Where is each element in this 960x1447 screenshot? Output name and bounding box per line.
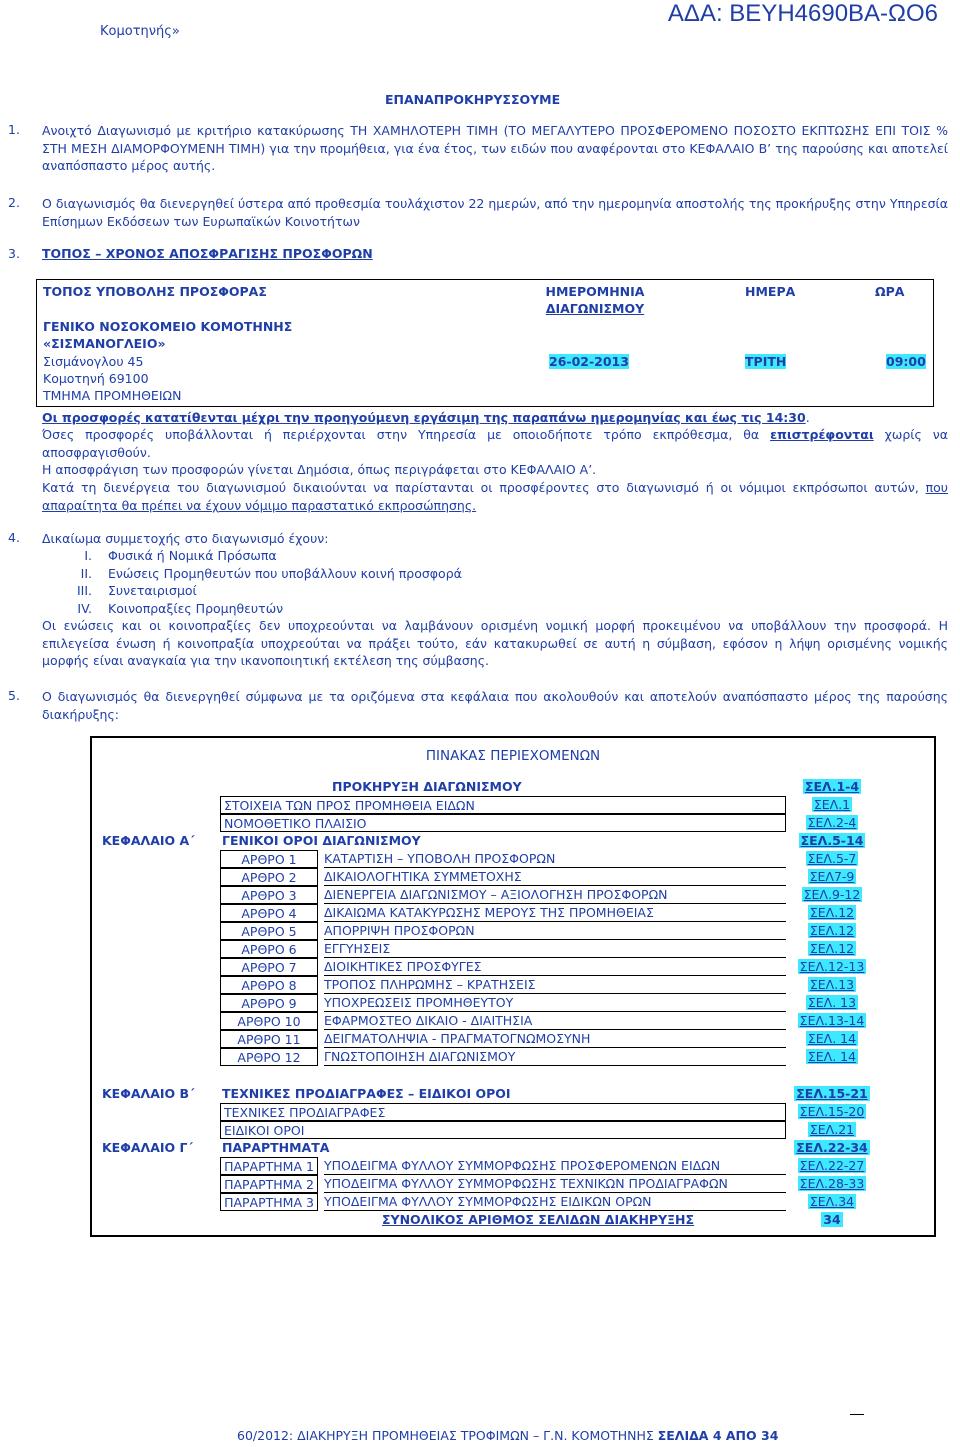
section-5-number: 5. [8, 688, 20, 703]
toc-page-ref: ΣΕΛ. 14 [807, 1031, 857, 1046]
toc-article-label: ΑΡΘΡΟ 10 [220, 1012, 318, 1030]
schedule-place-street: Σισμάνογλου 45 [43, 354, 144, 369]
schedule-header-time: ΩΡΑ [875, 284, 905, 299]
toc-page-cell [788, 1085, 876, 1103]
toc-row [92, 1121, 934, 1139]
toc-row [92, 958, 934, 976]
toc-entry-title: ΥΠΟΔΕΙΓΜΑ ΦΥΛΛΟΥ ΣΥΜΜΟΡΦΩΣΗΣ ΕΙΔΙΚΩΝ ΟΡΩΝ [324, 1193, 786, 1211]
toc-row [92, 1175, 934, 1193]
toc-row [92, 1048, 934, 1066]
toc-article-label: ΑΡΘΡΟ 9 [220, 994, 318, 1012]
toc-page-cell [788, 976, 876, 994]
toc-total-label: ΣΥΝΟΛΙΚΟΣ ΑΡΙΘΜΟΣ ΣΕΛΙΔΩΝ ΔΙΑΚΗΡΥΞΗΣ [382, 1212, 695, 1227]
toc-entry-title: ΕΦΑΡΜΟΣΤΕΟ ΔΙΚΑΙΟ - ΔΙΑΙΤΗΣΙΑ [324, 1012, 786, 1030]
list-item-number: II. [80, 565, 92, 581]
toc-row [92, 832, 934, 850]
toc-row [92, 850, 934, 868]
toc-page-cell [788, 1157, 876, 1175]
toc-page-ref: ΣΕΛ7-9 [809, 869, 855, 884]
toc-page-ref: ΣΕΛ.13-14 [799, 1013, 865, 1028]
toc-row [92, 778, 934, 796]
toc-page-ref: ΣΕΛ.21 [809, 1122, 855, 1137]
toc-table [90, 736, 936, 1237]
section-5-text: Ο διαγωνισμός θα διενεργηθεί σύμφωνα με τα οριζόμενα στα κεφάλαια που ακολουθούν και αποτελούν αναπόσπαστο μέρος της παρούσης διακήρυξης: [42, 689, 948, 722]
toc-article-label: ΠΑΡΑΡΤΗΜΑ 1 [220, 1157, 318, 1175]
list-item-text: Ενώσεις Προμηθευτών που υποβάλλουν κοινή προσφορά [108, 565, 462, 581]
list-item-text: Κοινοπραξίες Προμηθευτών [108, 600, 284, 616]
toc-entry-title: ΕΙΔΙΚΟΙ ΟΡΟΙ [220, 1121, 786, 1139]
toc-row [92, 886, 934, 904]
schedule-place-subname: «ΣΙΣΜΑΝΟΓΛΕΙΟ» [43, 336, 166, 351]
presence-text-a: Κατά τη διενέργεια του διαγωνισμού δικαιούνται να παρίστανται οι προσφέροντες στο διαγωνισμό ή οι νόμιμοι εκπρόσωποι αυτών, [42, 480, 926, 495]
toc-page-cell [788, 940, 876, 958]
toc-row [92, 1139, 934, 1157]
toc-page-ref: ΣΕΛ.22-34 [796, 1140, 868, 1155]
toc-page-ref: ΣΕΛ.15-21 [796, 1086, 868, 1101]
section-3-number: 3. [8, 246, 20, 261]
list-item-number: IV. [77, 600, 92, 616]
list-item-number: I. [84, 548, 92, 563]
toc-row [92, 1012, 934, 1030]
toc-article-label: ΑΡΘΡΟ 4 [220, 904, 318, 922]
toc-entry-title: ΚΑΤΑΡΤΙΣΗ – ΥΠΟΒΟΛΗ ΠΡΟΣΦΟΡΩΝ [324, 850, 786, 868]
section-1-number: 1. [8, 122, 20, 137]
schedule-header-day: ΗΜΕΡΑ [745, 284, 796, 299]
toc-page-ref: ΣΕΛ.28-33 [799, 1176, 865, 1191]
toc-entry-title: ΔΕΙΓΜΑΤΟΛΗΨΙΑ - ΠΡΑΓΜΑΤΟΓΝΩΜΟΣΥΝΗ [324, 1030, 786, 1048]
section-4-number: 4. [8, 530, 20, 545]
toc-entry-title: ΥΠΟΧΡΕΩΣΕΙΣ ΠΡΟΜΗΘΕΥΤΟΥ [324, 994, 786, 1012]
toc-page-ref: ΣΕΛ.1 [813, 797, 851, 812]
section-4-body: Οι ενώσεις και οι κοινοπραξίες δεν υποχρεούνται να λαμβάνουν ορισμένη νομική μορφή προκειμένου να υποβάλλουν την προσφορά. Η επιλεγείσα ένωση ή κοινοπραξία υποχρεούται να πράξει τούτο, εάν κατακυρωθεί σε αυτή η σύμβαση, εφόσον η λήψη ορισμένης νομικής μορφής είναι αναγκαία για την ικανοποιητική εκτέλεση της σύμβασης. [42, 618, 948, 668]
toc-page-ref: ΣΕΛ.12 [809, 923, 855, 938]
toc-row [92, 922, 934, 940]
toc-chapter-label: ΚΕΦΑΛΑΙΟ Β΄ [102, 1086, 195, 1101]
schedule-date-value: 26-02-2013 [549, 354, 629, 369]
toc-row [92, 868, 934, 886]
toc-article-label: ΠΑΡΑΡΤΗΜΑ 3 [220, 1193, 318, 1211]
footer-text: 60/2012: ΔΙΑΚΗΡΥΞΗ ΠΡΟΜΗΘΕΙΑΣ ΤΡΟΦΙΜΩΝ – Γ.Ν. ΚΟΜΟΤΗΝΗΣ [237, 1428, 658, 1443]
list-item-text: Φυσικά ή Νομικά Πρόσωπα [108, 548, 277, 563]
section-2-text: Ο διαγωνισμός θα διενεργηθεί ύστερα από προθεσμία τουλάχιστον 22 ημερών, από την ημερομηνία αποστολής της προκήρυξης στην Υπηρεσία Επίσημων Εκδόσεων των Ευρωπαϊκών Κοινοτήτων [42, 196, 948, 229]
toc-page-cell [788, 958, 876, 976]
toc-row [92, 994, 934, 1012]
toc-entry-title: ΑΠΟΡΡΙΨΗ ΠΡΟΣΦΟΡΩΝ [324, 922, 786, 940]
toc-article-label: ΑΡΘΡΟ 6 [220, 940, 318, 958]
toc-chapter-label: ΚΕΦΑΛΑΙΟ Γ΄ [102, 1140, 193, 1155]
toc-page-ref: ΣΕΛ.12 [809, 905, 855, 920]
toc-page-ref: ΣΕΛ.15-20 [799, 1104, 865, 1119]
toc-page-cell [788, 1121, 876, 1139]
toc-page-ref: ΣΕΛ.13 [809, 977, 855, 992]
toc-row [92, 940, 934, 958]
toc-page-cell [788, 904, 876, 922]
toc-page-cell [788, 994, 876, 1012]
late-offers-text-a: Όσες προσφορές υποβάλλονται ή περιέρχονται στην Υπηρεσία με οποιοδήποτε τρόπο εκπρόθεσμα, θα [42, 427, 771, 442]
toc-chapter-label: ΚΕΦΑΛΑΙΟ Α΄ [102, 833, 195, 848]
footer-page-number: ΣΕΛΙΔΑ 4 ΑΠΟ 34 [657, 1428, 779, 1443]
toc-chapter-title: ΠΡΟΚΗΡΥΞΗ ΔΙΑΓΩΝΙΣΜΟΥ [332, 779, 522, 794]
toc-row [92, 904, 934, 922]
toc-row [92, 1157, 934, 1175]
list-item-text: Συνεταιρισμοί [108, 583, 197, 598]
schedule-day-value: ΤΡΙΤΗ [745, 354, 787, 369]
toc-article-label: ΑΡΘΡΟ 12 [220, 1048, 318, 1066]
schedule-place-name: ΓΕΝΙΚΟ ΝΟΣΟΚΟΜΕΙΟ ΚΟΜΟΤΗΝΗΣ [43, 319, 293, 334]
toc-article-label: ΑΡΘΡΟ 3 [220, 886, 318, 904]
section-4-intro: Δικαίωμα συμμετοχής στο διαγωνισμό έχουν: [42, 531, 329, 546]
list-item-number: III. [76, 583, 92, 598]
toc-entry-title: ΔΙΕΝΕΡΓΕΙΑ ΔΙΑΓΩΝΙΣΜΟΥ – ΑΞΙΟΛΟΓΗΣΗ ΠΡΟΣΦΟΡΩΝ [324, 886, 786, 904]
document-title: ΕΠΑΝΑΠΡΟΚΗΡΥΣΣΟΥΜΕ [385, 92, 561, 107]
toc-page-cell [788, 1175, 876, 1193]
opening-text: Η αποσφράγιση των προσφορών γίνεται Δημόσια, όπως περιγράφεται στο ΚΕΦΑΛΑΙΟ Α’. [42, 462, 597, 477]
submission-deadline-dot: . [805, 410, 810, 425]
toc-page-cell [788, 1103, 876, 1121]
toc-page-ref: ΣΕΛ.5-14 [800, 833, 864, 848]
toc-page-cell [788, 796, 876, 814]
section-1-rest: για την προμήθεια, για ένα έτος, των ειδών που αναφέρονται στο ΚΕΦΑΛΑΙΟ Β’ της παρούσης και αποτελεί αναπόσπαστο μέρος αυτής. [42, 140, 948, 173]
toc-page-cell [788, 886, 876, 904]
schedule-place-city: Κομοτηνή 69100 [43, 371, 149, 386]
schedule-time-value: 09:00 [886, 354, 926, 369]
toc-article-label: ΑΡΘΡΟ 7 [220, 958, 318, 976]
toc-entry-title: ΥΠΟΔΕΙΓΜΑ ΦΥΛΛΟΥ ΣΥΜΜΟΡΦΩΣΗΣ ΤΕΧΝΙΚΩΝ ΠΡΟΔΙΑΓΡΑΦΩΝ [324, 1175, 786, 1193]
toc-row [92, 1085, 934, 1103]
toc-page-cell [788, 832, 876, 850]
toc-article-label: ΠΑΡΑΡΤΗΜΑ 2 [220, 1175, 318, 1193]
toc-page-ref: ΣΕΛ.12 [809, 941, 855, 956]
presence-text [42, 479, 948, 514]
toc-entry-title: ΥΠΟΔΕΙΓΜΑ ΦΥΛΛΟΥ ΣΥΜΜΟΡΦΩΣΗΣ ΠΡΟΣΦΕΡΟΜΕΝΩΝ ΕΙΔΩΝ [324, 1157, 786, 1175]
late-offers-text [42, 426, 948, 461]
presence-text-b: που απαραίτητα θα πρέπει να έχουν νόμιμο παραστατικό εκπροσώπησης. [42, 480, 948, 513]
toc-page-cell [788, 922, 876, 940]
toc-page-ref: ΣΕΛ.34 [809, 1194, 855, 1209]
schedule-header-place: ΤΟΠΟΣ ΥΠΟΒΟΛΗΣ ΠΡΟΣΦΟΡΑΣ [43, 284, 267, 299]
toc-entry-title: ΤΡΟΠΟΣ ΠΛΗΡΩΜΗΣ – ΚΡΑΤΗΣΕΙΣ [324, 976, 786, 994]
section-1-blue-text: Ανοιχτό Διαγωνισμό με κριτήριο κατακύρωσης ΤΗ ΧΑΜΗΛΟΤΕΡΗ ΤΙΜΗ (ΤΟ ΜΕΓΑΛΥΤΕΡΟ ΠΡΟΣΦΕΡΟΜΕΝΟ ΠΟΣΟΣΤΟ ΕΚΠΤΩΣΗΣ ΕΠΙ ΤΟΙΣ % ΣΤΗ ΜΕΣΗ ΔΙΑΜΟΡΦΟΥΜΕΝΗ ΤΙΜΗ) [42, 123, 948, 156]
toc-title: ΠΙΝΑΚΑΣ ΠΕΡΙΕΧΟΜΕΝΩΝ [425, 748, 601, 764]
toc-page-cell [788, 1211, 876, 1229]
toc-page-cell [788, 868, 876, 886]
toc-chapter-title: ΠΑΡΑΡΤΗΜΑΤΑ [222, 1140, 330, 1155]
toc-row [92, 814, 934, 832]
toc-article-label: ΑΡΘΡΟ 8 [220, 976, 318, 994]
footer [237, 1428, 778, 1443]
toc-page-ref: ΣΕΛ. 14 [807, 1049, 857, 1064]
toc-entry-title: ΔΙΚΑΙΩΜΑ ΚΑΤΑΚΥΡΩΣΗΣ ΜΕΡΟΥΣ ΤΗΣ ΠΡΟΜΗΘΕΙΑΣ [324, 904, 786, 922]
toc-entry-title: ΣΤΟΙΧΕΙΑ ΤΩΝ ΠΡΟΣ ΠΡΟΜΗΘΕΙΑ ΕΙΔΩΝ [220, 796, 786, 814]
toc-row [92, 1211, 934, 1229]
toc-page-ref: ΣΕΛ.1-4 [804, 779, 860, 794]
toc-entry-title: ΤΕΧΝΙΚΕΣ ΠΡΟΔΙΑΓΡΑΦΕΣ [220, 1103, 786, 1121]
schedule-header-date-line1: ΗΜΕΡΟΜΗΝΙΑ [545, 284, 645, 299]
toc-article-label: ΑΡΘΡΟ 5 [220, 922, 318, 940]
toc-entry-title: ΝΟΜΟΘΕΤΙΚΟ ΠΛΑΙΣΙΟ [220, 814, 786, 832]
toc-article-label: ΑΡΘΡΟ 2 [220, 868, 318, 886]
section-2-number: 2. [8, 195, 20, 210]
toc-page-ref: ΣΕΛ. 13 [807, 995, 857, 1010]
toc-chapter-title: ΤΕΧΝΙΚΕΣ ΠΡΟΔΙΑΓΡΑΦΕΣ – ΕΙΔΙΚΟΙ ΟΡΟΙ [222, 1086, 511, 1101]
toc-page-ref: ΣΕΛ.9-12 [803, 887, 861, 902]
toc-chapter-title: ΓΕΝΙΚΟΙ ΟΡΟΙ ΔΙΑΓΩΝΙΣΜΟΥ [222, 833, 421, 848]
ada-code: ΑΔΑ: ΒΕΥΗ4690ΒΑ-ΩΟ6 [667, 0, 938, 27]
toc-row [92, 1103, 934, 1121]
schedule-header-date-line2: ΔΙΑΓΩΝΙΣΜΟΥ [545, 301, 645, 316]
toc-entry-title: ΔΙΚΑΙΟΛΟΓΗΤΙΚΑ ΣΥΜΜΕΤΟΧΗΣ [324, 868, 786, 886]
toc-row [92, 796, 934, 814]
toc-page-ref: 34 [823, 1212, 841, 1227]
toc-page-cell [788, 1048, 876, 1066]
toc-page-cell [788, 1193, 876, 1211]
late-offers-text-c: χωρίς να αποσφραγισθούν. [42, 427, 949, 460]
schedule-table [36, 279, 934, 407]
toc-page-cell [788, 1030, 876, 1048]
toc-row [92, 1030, 934, 1048]
toc-entry-title: ΕΓΓΥΗΣΕΙΣ [324, 940, 786, 958]
schedule-place-dept: ΤΜΗΜΑ ΠΡΟΜΗΘΕΙΩΝ [43, 388, 182, 403]
toc-page-ref: ΣΕΛ.2-4 [807, 815, 857, 830]
section-1-text [42, 122, 948, 175]
header-left-text: Κομοτηνής» [100, 24, 180, 39]
section-3-heading: ΤΟΠΟΣ – ΧΡΟΝΟΣ ΑΠΟΣΦΡΑΓΙΣΗΣ ΠΡΟΣΦΟΡΩΝ [42, 246, 373, 261]
submission-deadline-text: Οι προσφορές κατατίθενται μέχρι την προηγούμενη εργάσιμη της παραπάνω ημερομηνίας και έως τις 14:30 [42, 410, 806, 425]
toc-entry-title: ΓΝΩΣΤΟΠΟΙΗΣΗ ΔΙΑΓΩΝΙΣΜΟΥ [324, 1048, 786, 1066]
toc-page-ref: ΣΕΛ.22-27 [799, 1158, 865, 1173]
toc-page-cell [788, 1012, 876, 1030]
footer-dash [850, 1414, 864, 1415]
toc-page-cell [788, 778, 876, 796]
toc-page-cell [788, 1139, 876, 1157]
toc-page-ref: ΣΕΛ.12-13 [799, 959, 865, 974]
late-offers-returned: επιστρέφονται [770, 427, 874, 442]
toc-row [92, 976, 934, 994]
toc-article-label: ΑΡΘΡΟ 11 [220, 1030, 318, 1048]
toc-page-ref: ΣΕΛ.5-7 [807, 851, 857, 866]
toc-article-label: ΑΡΘΡΟ 1 [220, 850, 318, 868]
schedule-header-date [542, 284, 648, 316]
toc-entry-title: ΔΙΟΙΚΗΤΙΚΕΣ ΠΡΟΣΦΥΓΕΣ [324, 958, 786, 976]
toc-page-cell [788, 814, 876, 832]
submission-deadline [42, 409, 948, 427]
toc-row [92, 1193, 934, 1211]
toc-page-cell [788, 850, 876, 868]
